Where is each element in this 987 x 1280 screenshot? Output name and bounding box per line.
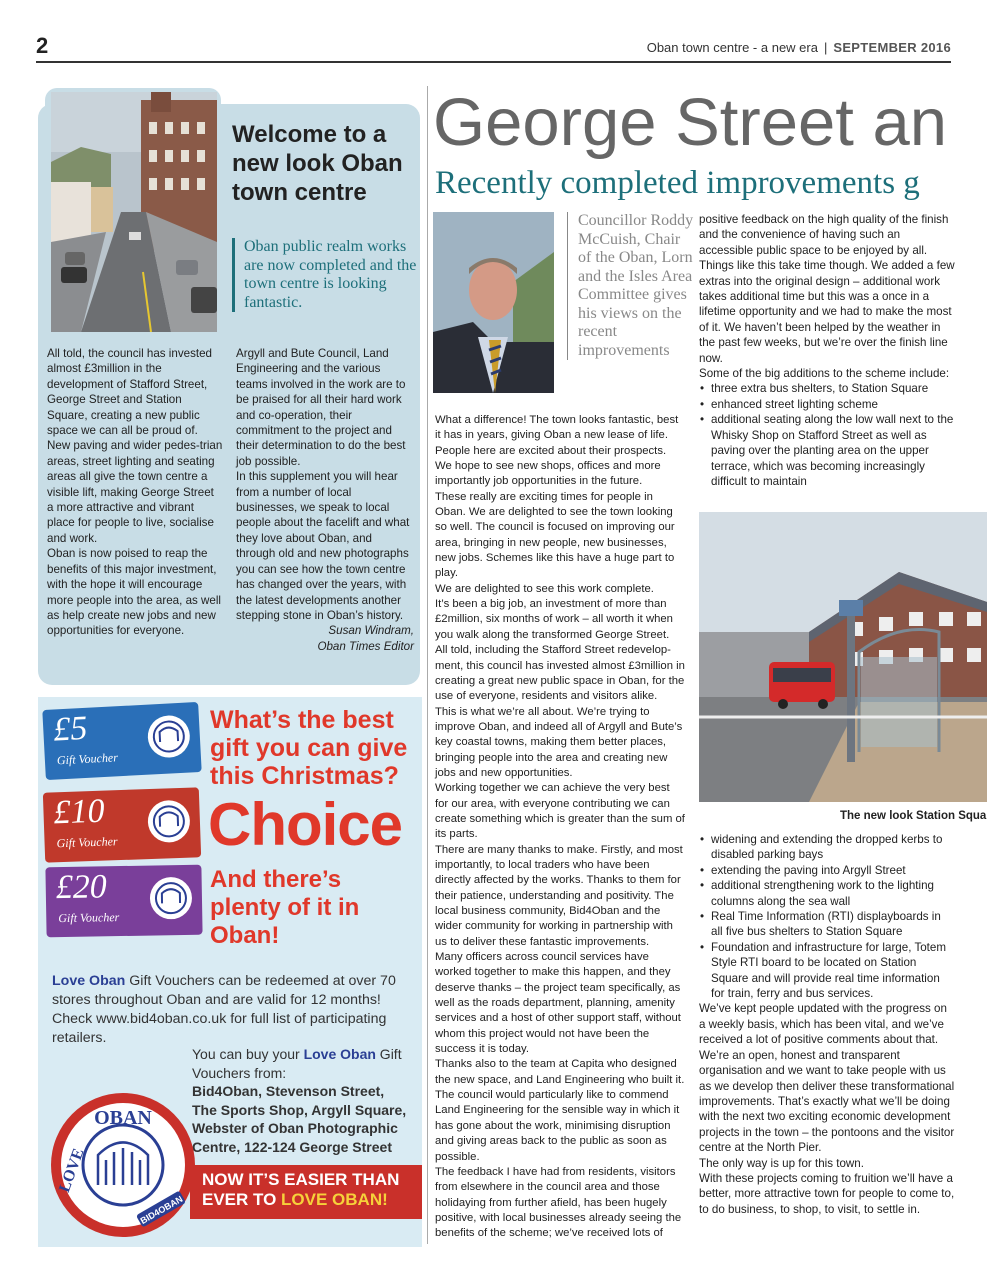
logo-side-text: LOVE — [56, 1146, 88, 1195]
voucher-logo-icon — [145, 798, 193, 846]
station-square-photo — [699, 512, 987, 802]
voucher-10 — [43, 787, 201, 862]
paragraph: positive feedback on the high quality of the finish and the convenience of having such an accessible public space to be enjoyed by all. — [699, 213, 949, 257]
separator: | — [823, 40, 828, 55]
additions-list — [699, 381, 955, 489]
additions-list-continued — [699, 832, 955, 1001]
voucher-logo-icon — [148, 875, 195, 922]
article-subhead: Recently completed improvements g — [435, 165, 920, 201]
paragraph: The feedback I have had from residents, visitors from elsewhere in the council area and those holidaying from further afield, has been hugely positive, with local businesses already seeing the benefits of the scheme; we’ve received lots of — [435, 1165, 682, 1240]
voucher-amount: £10 — [52, 792, 106, 832]
column-divider — [427, 86, 428, 1244]
voucher-label: Gift Voucher — [56, 834, 118, 851]
list-item: • widening and extending the dropped kerbs to disabled parking bays — [711, 832, 955, 863]
header-rule — [36, 61, 951, 63]
signature-name: Susan Windram, — [328, 624, 414, 638]
list-item: • enhanced street lighting scheme — [711, 397, 955, 412]
ad-plenty: And there’s plenty of it in Oban! — [210, 866, 360, 949]
shop-item: Centre, 122-124 George Street — [192, 1138, 392, 1155]
paragraph: There are many thanks to make. Firstly, and most importantly, to local traders who have been directly affected by the works. Thanks to them for their patience, understanding and positivity. The local business community, Bid4Oban and the wider community for working in partnership with us to deliver these fantastic improvements. — [435, 843, 683, 948]
paragraph: This is what we’re all about. We’re trying to improve Oban, and indeed all of Argyll and Bute’s key coastal towns, making them better places, bringing people into the area and creating new jobs and new opportunities. — [435, 705, 683, 779]
list-item: • three extra bus shelters, to Station Square — [711, 381, 955, 396]
paragraph: All told, including the Stafford Street redevelop-ment, this council has invested almost £3million in creating a great new public space in Oban, for the use of everyone, residents and visitors alike. — [435, 644, 685, 703]
paragraph: These really are exciting times for people in Oban. We are delighted to see the town looking so well. The council is focused on improving our area, bringing in new people, new businesses, new jobs. Schemes like this have a huge part to play. — [435, 490, 675, 580]
banner-highlight: LOVE OBAN! — [281, 1190, 388, 1209]
councillor-photo — [433, 212, 554, 393]
article-column-2 — [699, 212, 955, 489]
paragraph: It’s been a big job, an investment of more than £2million, six months of work – all worth it when you walk along the transformed George Street. — [435, 598, 673, 641]
issue-date: SEPTEMBER 2016 — [833, 40, 951, 55]
page-number: 2 — [36, 33, 49, 58]
shop-item: The Sports Shop, Argyll Square, — [192, 1101, 407, 1118]
welcome-column-2 — [236, 346, 414, 654]
paragraph: Argyll and Bute Council, Land Engineering and the various teams involved in the work are to be praised for all their hard work and co-operation, their commitment to the project and their determination to do the best job possible. — [236, 347, 406, 468]
welcome-column-1 — [47, 346, 223, 639]
welcome-title: Welcome to a new look Oban town centre — [232, 121, 403, 206]
love-oban-logo — [48, 1090, 198, 1240]
list-item: • additional seating along the low wall next to the Whisky Shop on Stafford Street as well as paving over the planting area on the upper terrace, which was becoming increasingly difficult to maintain — [711, 412, 955, 489]
paragraph: In this supplement you will hear from a number of local businesses, we speak to local people about the facelift and what they love about Oban, and through old and new photographs you can see how the town centre has changed over the years, with the latest developments another stepping stone in Oban’s history. — [236, 470, 410, 622]
ad-banner — [190, 1165, 422, 1219]
ad-buy-text — [192, 1045, 422, 1156]
paragraph: New paving and wider pedes-trian areas, street lighting and seating areas all give the town centre a visible lift, making George Street a more attractive and vibrant place for people to live, socialise and work. — [47, 439, 223, 545]
paragraph: Working together we can achieve the very best for our area, with everyone contributing we can create something which is greater than the sum of its parts. — [435, 782, 685, 841]
banner-line-2 — [202, 1190, 422, 1210]
list-item: • extending the paving into Argyll Street — [711, 863, 955, 878]
voucher-5 — [42, 702, 201, 780]
voucher-amount: £5 — [52, 709, 89, 749]
paragraph: Some of the big additions to the scheme include: — [699, 367, 950, 381]
brand-name: Love Oban — [52, 973, 126, 989]
buy-rest: Gift Vouchers from: — [192, 1046, 402, 1081]
signature-role: Oban Times Editor — [317, 639, 414, 653]
shop-list — [192, 1082, 422, 1156]
redeem-body: Gift Vouchers can be redeemed at over 70 stores throughout Oban and are valid for 12 months! Check www.bid4oban.co.uk for full list of participating retailers. — [52, 973, 396, 1046]
brand-name: Love Oban — [303, 1046, 376, 1062]
banner-line-1: NOW IT’S EASIER THAN — [202, 1170, 400, 1189]
paragraph: What a difference! The town looks fantastic, best it has in years, giving Oban a new lease of life. People here are excited about their prospects. We hope to see new shops, offices and more importantly job opportunities in the future. — [435, 414, 679, 488]
voucher-label: Gift Voucher — [56, 750, 119, 768]
list-item: • Real Time Information (RTI) displayboards in all five bus shelters to Station Square — [711, 909, 955, 940]
paragraph: The only way is up for this town. — [699, 1156, 864, 1170]
logo-badge-text: BID4OBAN — [138, 1193, 185, 1226]
paragraph: Oban is now poised to reap the benefits of this major investment, with the hope it will encourage more people into the area, as well as help create new jobs and new opportunities for everyone. — [47, 547, 222, 638]
article-column-3 — [699, 832, 955, 1217]
ad-question: What’s the best gift you can give this Christmas? — [210, 706, 408, 790]
article-headline: George Street an — [433, 85, 947, 160]
photo-caption: Councillor Roddy McCuish, Chair of the Oban, Lorn and the Isles Area Committee gives his views on the recent improvements — [567, 212, 696, 360]
station-photo-caption: The new look Station Squa — [840, 810, 987, 822]
ad-choice: Choice — [208, 791, 403, 858]
buy-intro: You can buy your — [192, 1046, 304, 1062]
street-photo — [51, 92, 217, 332]
welcome-standfirst: Oban public realm works are now completed and the town centre is looking fantastic. — [232, 238, 420, 312]
paragraph: The council would particularly like to commend Land Engineering for the sensible way in which it has gone about the work, minimising disruption and giving areas back to the public as soon as possible. — [435, 1089, 680, 1163]
paragraph: Things like this take time though. We added a few extras into the original design – additional work takes additional time but this was a once in a lifetime opportunity and we had to make the most of it. We haven’t been helped by the weather in the past few weeks, but we’re over the finish line now. — [699, 259, 955, 365]
logo-top-text: OBAN — [94, 1107, 152, 1129]
banner-text: EVER TO — [202, 1190, 282, 1209]
running-head — [647, 40, 951, 55]
paragraph: We are delighted to see this work complete. — [435, 582, 654, 595]
voucher-label: Gift Voucher — [58, 910, 120, 926]
paragraph: With these projects coming to fruition we’ll have a better, more attractive town for people to come to, to do business, to shop, to visit, to settle in. — [699, 1171, 955, 1216]
list-item: • additional strengthening work to the lighting columns along the sea wall — [711, 878, 955, 909]
paragraph: All told, the council has invested almost £3million in the development of Stafford Street, George Street and Station Square, creating a new public space we can all be proud of. — [47, 347, 212, 438]
shop-item: Webster of Oban Photographic — [192, 1120, 398, 1136]
voucher-amount: £20 — [55, 868, 108, 907]
shop-item: Bid4Oban, Stevenson Street, — [192, 1083, 385, 1099]
voucher-logo-icon — [145, 712, 193, 760]
publication-title: Oban town centre - a new era — [646, 40, 818, 55]
paragraph: We’ve kept people updated with the progress on a weekly basis, which has been vital, and we’ve received a lot of positive comments about that. We’re an open, honest and transparent organisation and we want to take people with us as we develop then deliver these transformational improvements. That’s exactly what we’ll be doing with the next two exciting economic development projects in the town – the pontoons and the visitor centre at the North Pier. — [699, 1002, 955, 1155]
article-column-1 — [435, 413, 685, 1242]
ad-redeem-text — [52, 972, 417, 1048]
paragraph: Many officers across council services have worked together to make this happen, and they deserve thanks – the project team specifically, as well as the roads department, planning, amenity services and a host of other support staff, without whom this project would not have been the success it is today. — [435, 951, 681, 1056]
paragraph: Thanks also to the team at Capita who designed the new space, and Land Engineering who built it. — [435, 1058, 685, 1086]
list-item: • Foundation and infrastructure for large, Totem Style RTI board to be located on Station Square and will provide real time information for train, ferry and bus services. — [711, 940, 955, 1002]
voucher-20 — [45, 865, 202, 938]
